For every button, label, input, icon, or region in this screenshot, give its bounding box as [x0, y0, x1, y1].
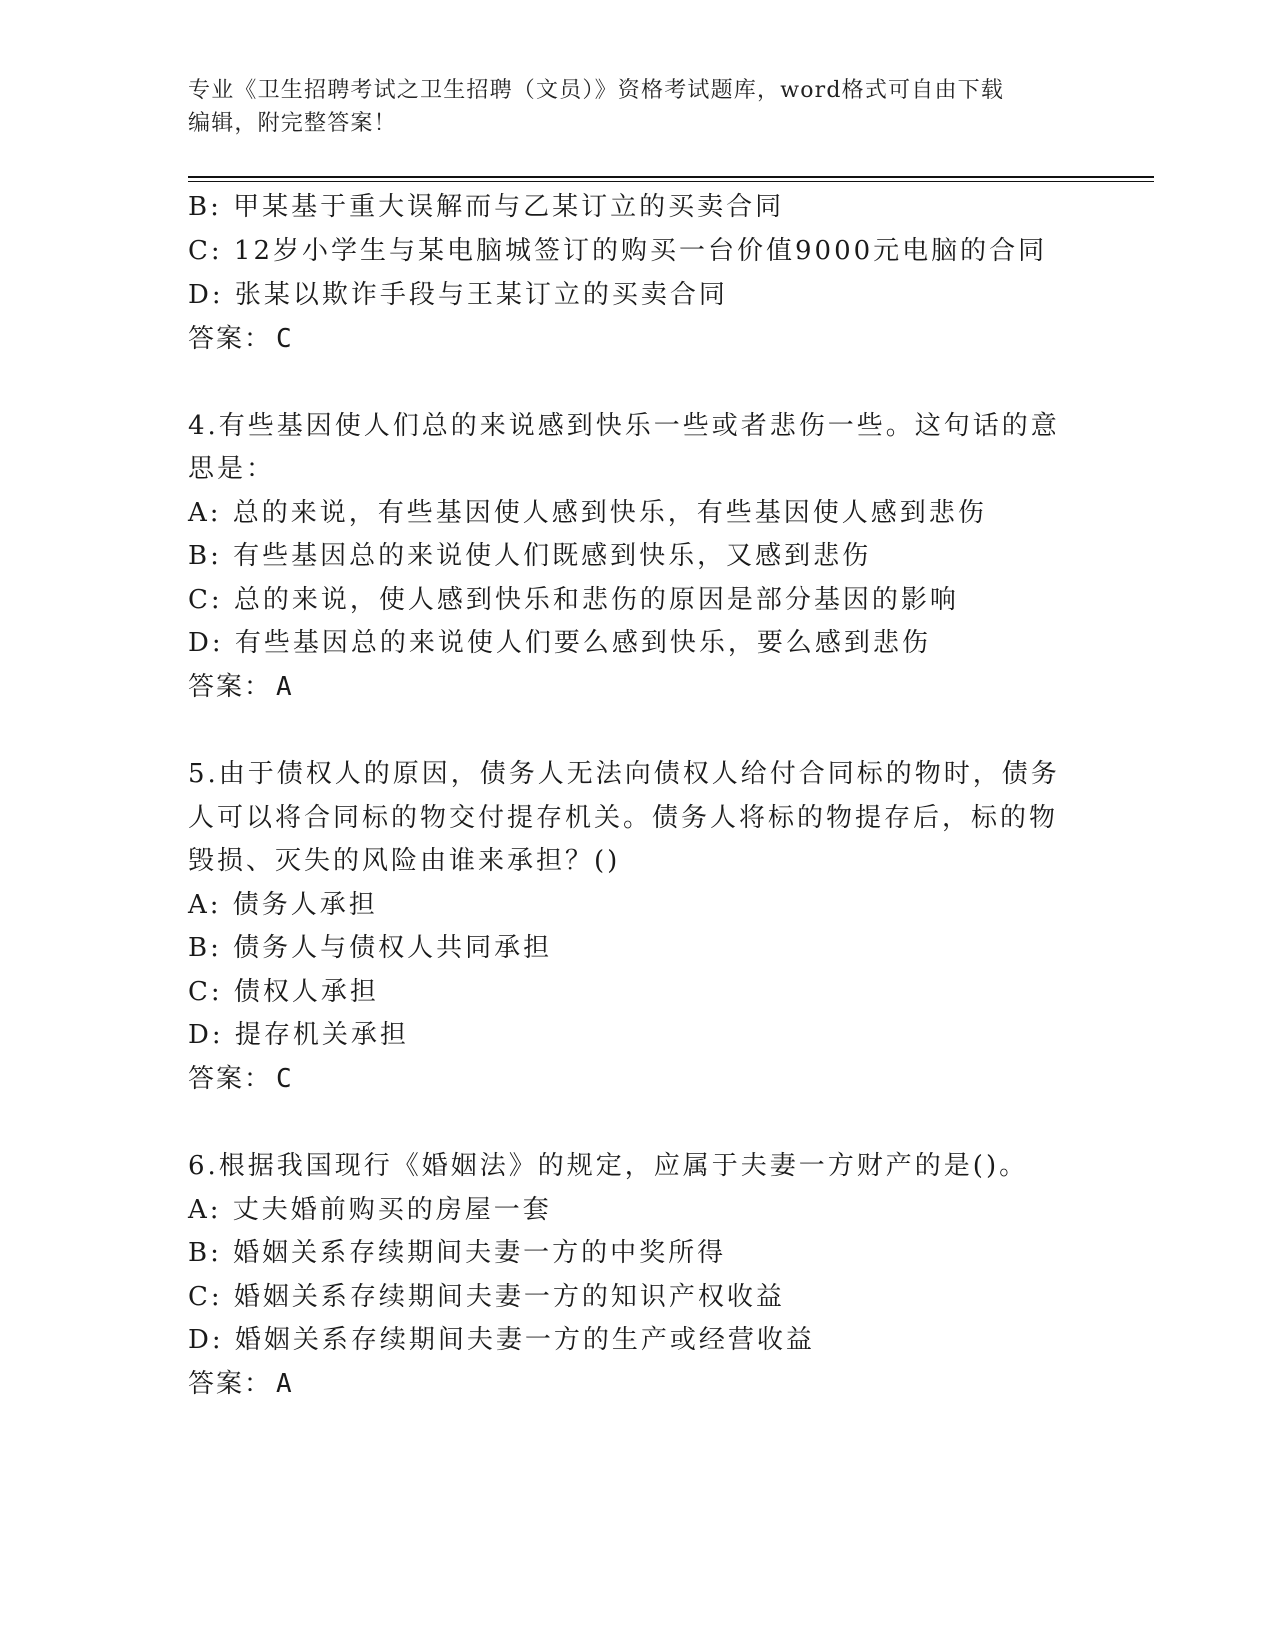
q3-answer-value: C	[276, 324, 294, 354]
q3-option-d: D: 张某以欺诈手段与王某订立的买卖合同	[188, 280, 728, 310]
header-line-2: 编辑，附完整答案！	[188, 111, 397, 136]
q6-option-b: B: 婚姻关系存续期间夫妻一方的中奖所得	[188, 1238, 727, 1268]
q6-option-d: D: 婚姻关系存续期间夫妻一方的生产或经营收益	[188, 1325, 815, 1355]
q6-answer-value: A	[276, 1369, 294, 1399]
q5-option-d: D: 提存机关承担	[188, 1020, 409, 1050]
q6-option-a: A: 丈夫婚前购买的房屋一套	[188, 1195, 552, 1225]
q4-option-c: C: 总的来说，使人感到快乐和悲伤的原因是部分基因的影响	[188, 585, 959, 615]
document-header	[188, 74, 1068, 140]
q6-stem-line-1: 6.根据我国现行《婚姻法》的规定，应属于夫妻一方财产的是()。	[188, 1151, 1029, 1181]
header-line-1: 专业《卫生招聘考试之卫生招聘（文员）》资格考试题库，word格式可自由下载	[188, 78, 1005, 103]
q3-option-c: C: 12岁小学生与某电脑城签订的购买一台价值9000元电脑的合同	[188, 236, 1048, 266]
q6-answer	[188, 1363, 294, 1400]
q6-option-c: C: 婚姻关系存续期间夫妻一方的知识产权收益	[188, 1282, 785, 1312]
q5-answer	[188, 1058, 294, 1095]
q5-option-b: B: 债务人与债权人共同承担	[188, 933, 553, 963]
q5-option-a: A: 债务人承担	[188, 890, 378, 920]
q4-answer-value: A	[276, 672, 294, 702]
header-divider-thick	[188, 176, 1154, 178]
q5-answer-label: 答案：	[188, 1064, 273, 1094]
q3-answer	[188, 318, 294, 355]
q4-answer	[188, 666, 294, 703]
q3-answer-label: 答案：	[188, 324, 273, 354]
q4-option-a: A: 总的来说，有些基因使人感到快乐，有些基因使人感到悲伤	[188, 498, 987, 528]
q5-stem-line-1: 5.由于债权人的原因，债务人无法向债权人给付合同标的物时，债务	[188, 759, 1060, 789]
q4-stem-line-1: 4.有些基因使人们总的来说感到快乐一些或者悲伤一些。这句话的意	[188, 411, 1060, 441]
q5-stem-line-2: 人可以将合同标的物交付提存机关。债务人将标的物提存后，标的物	[188, 803, 1059, 833]
q4-option-d: D: 有些基因总的来说使人们要么感到快乐，要么感到悲伤	[188, 628, 931, 658]
q5-option-c: C: 债权人承担	[188, 977, 379, 1007]
q5-stem-line-3: 毁损、灭失的风险由谁来承担？()	[188, 846, 621, 876]
header-divider-thin	[188, 181, 1154, 182]
q6-answer-label: 答案：	[188, 1369, 273, 1399]
q4-stem-line-2: 思是：	[188, 454, 276, 484]
q5-answer-value: C	[276, 1064, 294, 1094]
q3-option-b: B: 甲某基于重大误解而与乙某订立的买卖合同	[188, 192, 785, 222]
q4-answer-label: 答案：	[188, 672, 273, 702]
q4-option-b: B: 有些基因总的来说使人们既感到快乐，又感到悲伤	[188, 541, 872, 571]
